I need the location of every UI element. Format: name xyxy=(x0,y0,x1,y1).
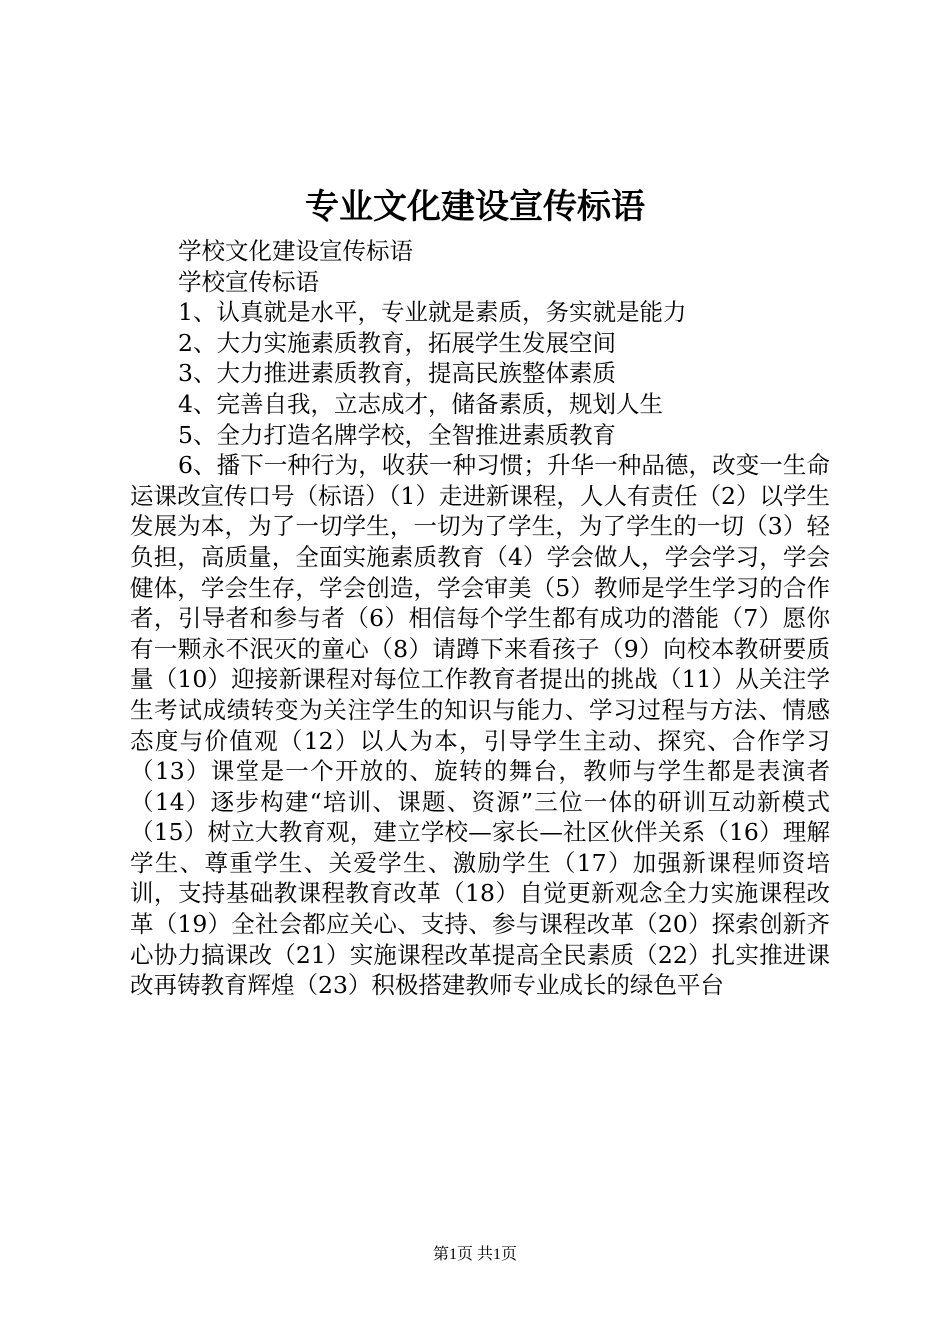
document-body xyxy=(130,236,830,1001)
paragraph-slogan-4: 4、完善自我，立志成才，储备素质，规划人生 xyxy=(178,389,663,418)
paragraph-slogan-1: 1、认真就是水平，专业就是素质，务实就是能力 xyxy=(178,298,687,327)
page-footer: 第1页 共1页 xyxy=(432,1246,517,1263)
paragraph-school-slogans-heading: 学校宣传标语 xyxy=(178,267,319,296)
paragraph-slogan-3: 3、大力推进素质教育，提高民族整体素质 xyxy=(178,359,616,388)
paragraph-slogan-5: 5、全力打造名牌学校，全智推进素质教育 xyxy=(178,420,616,449)
paragraph-slogan-2: 2、大力实施素质教育，拓展学生发展空间 xyxy=(178,328,616,357)
page-title: 专业文化建设宣传标语 xyxy=(305,187,645,227)
paragraph-school-culture-heading: 学校文化建设宣传标语 xyxy=(178,237,413,265)
paragraph-slogan-6-and-reform-slogans: 6、播下一种行为，收获一种习惯；升华一种品德，改变一生命运课改宣传口号（标语）（1）走进新课程，人人有责任（2）以学生发展为本，为了一切学生，一切为了学生，为了学生的一切（3）轻负担，高质量，全面实施素质教育（4）学会做人，学会学习，学会健体，学会生存，学会创造，学会审美（5）教师是学生学习的合作者，引导者和参与者（6）相信每个学生都有成功的潜能（7）愿你有一颗永不泯灭的童心（8）请蹲下来看孩子（9）向校本教研要质量（10）迎接新课程对每位工作教育者提出的挑战（11）从关注学生考试成绩转变为关注学生的知识与能力、学习过程与方法、情感态度与价值观（12）以人为本，引导学生主动、探究、合作学习（13）课堂是一个开放的、旋转的舞台，教师与学生都是表演者（14）逐步构建“培训、课题、资源”三位一体的研训互动新模式（15）树立大教育观，建立学校—家长—社区伙伴关系（16）理解学生、尊重学生、关爱学生、激励学生（17）加强新课程师资培训，支持基础教课程教育改革（18）自觉更新观念全力实施课程改革（19）全社会都应关心、支持、参与课程改革（20）探索创新齐心协力搞课改（21）实施课程改革提高全民素质（22）扎实推进课改再铸教育辉煌（23）积极搭建教师专业成长的绿色平台 xyxy=(130,451,830,1000)
